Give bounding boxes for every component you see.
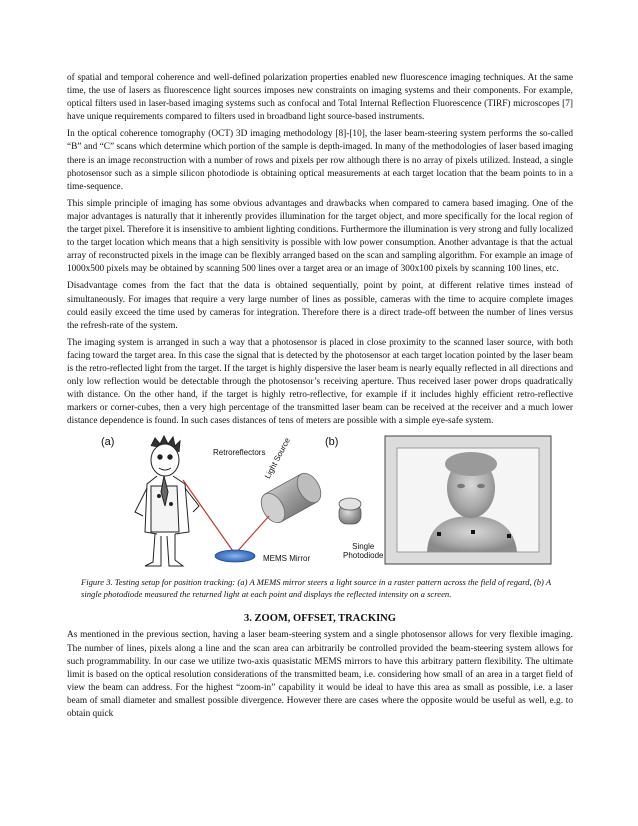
figure-label-b: (b): [325, 436, 339, 449]
section-heading: 3. ZOOM, OFFSET, TRACKING: [244, 613, 396, 625]
display-screen: [385, 436, 551, 564]
mems-mirror: [215, 550, 255, 562]
single-photodiode-label: [343, 542, 383, 560]
photodiode-illustration: [339, 498, 361, 524]
section-paragraph: As mentioned in the previous section, having a laser beam-steering system and a single photosensor allows for very flexible imaging. The number of lines, pixels along a line and the scan area can arbitrarily be controlled provided the beam-steering system allows for such programmability. In our case we utilize two-axis quasistatic MEMS mirrors to have this arbitrary pattern flexibility. The ultimate limit is based on the optical resolution considerations of the transmitted beam, i.e. considering how small of an area in a target field of view the beam can address. For the highest “zoom-in” capability it would be ideal to have this area as small as possible, i.e. a laser beam of small diameter and smallest possible divergence. However there are cases where the opposite would be useful as well, e.g. to obtain quick: [67, 630, 573, 719]
paragraph-2: In the optical coherence tomography (OCT) 3D imaging methodology [8]-[10], the laser beam-steering system performs the so-called “B” and “C” scans which determine which portion of the sample is depth-imaged. In many of the methodologies of laser based imaging there is an image reconstruction with a number of rows and pixels per row although there is no array of pixels utilized. Instead, a single photosensor such as a simple silicon photodiode is obtaining optical measurements at each target location that the beam points to in a time-sequence.: [67, 129, 573, 192]
mems-mirror-label: MEMS Mirror: [263, 554, 311, 564]
light-source-label: Light Source: [263, 436, 293, 481]
laser-beam: [183, 480, 269, 554]
photodiode-label-line-1: Single: [352, 542, 375, 552]
page: [67, 72, 573, 725]
paragraph-5: The imaging system is arranged in such a way that a photosensor is placed in close proximity to the scanned laser source, with both facing toward the target area. In this case the signal that is detected by the photosensor at each target location pointed by the laser beam is the retro-reflected light from the target. If the target is highly dispersive the laser beam is nearly equally reflected in all directions and only low reflection would be detectable through the photosensor’s receiving aperture. Thus received laser power drops quadratically with distance. On the other hand, if the target is highly retro-reflective, for example if it includes highly efficient retro-reflective markers or corner-cubes, then a very high percentage of the transmitted laser beam can be received at the receiver and a much lower distance dependence is found. In such cases distances of tens of meters are possible with a simple eye-safe system.: [67, 337, 573, 427]
paragraph-3: This simple principle of imaging has some obvious advantages and drawbacks when compared to camera based imaging. One of the major advantages is naturally that it inherently provides illumination for the target object, and more specifically for the local region of the target pixel. Therefore it is insensitive to ambient lighting conditions. Furthermore the illumination is very strong and fully localized to the target location which means that a high sensitivity is possible with low power consumption. Another advantage is that the actual array of reconstructed pixels in the image can be flexibly arranged based on the scan and sampling algorithm. For example an image of 1000x500 pixels may be obtained by scanning 500 lines over a target area or an image of 300x100 pixels by scanning 100 lines, etc.: [67, 198, 573, 275]
person-illustration: [135, 436, 199, 566]
figure-caption: Figure 3. Testing setup for position tracking: (a) A MEMS mirror steers a light source in a raster pattern across the field of regard, (b) A single photodiode measured the returned light at each point and displays the reflected intensity on a screen.: [81, 577, 552, 600]
paragraph-4: Disadvantage comes from the fact that the data is obtained sequentially, point by point, at different relative times instead of simultaneously. For images that require a very large number of lines as possible, cameras with the time to acquire complete images could easily exceed the time used by cameras for integration. Therefore there is a direct trade-off between the number of lines versus the refresh-rate of the system.: [67, 281, 573, 331]
figure-label-a: (a): [101, 436, 115, 449]
retroreflectors-label: Retroreflectors: [213, 448, 266, 458]
figure-3: [67, 432, 573, 572]
paragraph-1: of spatial and temporal coherence and well-defined polarization properties enabled new fluorescence imaging techniques. At the same time, the use of lasers as fluorescence light sources imposes new constraints on imaging systems and their components. For example, optical filters used in laser-based imaging systems such as confocal and Total Internal Reflection Fluorescence (TIRF) microscopes [7] have unique requirements compared to filters used in broadband light source-based instruments.: [67, 73, 573, 123]
photodiode-label-line-2: Photodiode: [343, 551, 384, 561]
figure-drawing: [67, 432, 573, 572]
